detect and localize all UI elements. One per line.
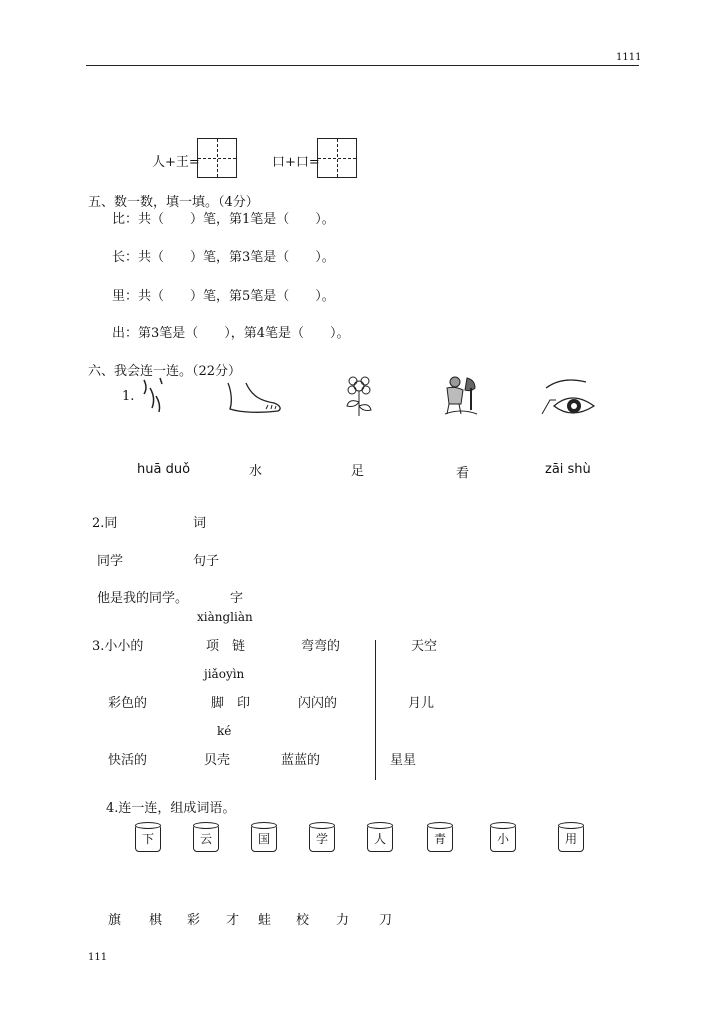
q4-word-4: 才 [226, 913, 240, 928]
q4-word-7: 力 [336, 913, 350, 928]
q1-word-1: huā duǒ [137, 462, 191, 477]
section5-title: 五、数一数，填一填。（4分） [88, 195, 259, 210]
eye-icon [540, 378, 596, 420]
q3-row1-noun2: 天空 [411, 639, 438, 654]
q3-row1-adj2: 弯弯的 [301, 639, 341, 654]
can-8-char: 用 [564, 832, 577, 846]
q4-word-2: 棋 [149, 913, 163, 928]
section6-title: 六、我会连一连。（22分） [88, 364, 242, 379]
q1-word-3: 足 [351, 464, 365, 479]
q3-pinyin-1: xiàngliàn [197, 610, 253, 624]
section5-line-2: 长：共（ ）笔，第3笔是（ ）。 [112, 250, 335, 265]
tianzige-box-1[interactable] [197, 138, 237, 178]
can-3-char: 国 [257, 832, 270, 846]
can-2-char: 云 [199, 832, 212, 846]
can-4[interactable] [309, 822, 335, 852]
section5-line-3: 里：共（ ）笔，第5笔是（ ）。 [112, 289, 335, 304]
q2-word-tongxue: 同学 [97, 554, 124, 569]
can-8[interactable] [558, 822, 584, 852]
tianzige-box-2[interactable] [317, 138, 357, 178]
q3-divider [375, 640, 376, 780]
q4-title: 4.连一连，组成词语。 [106, 801, 236, 816]
q3-row2-noun1: 脚 印 [211, 696, 251, 711]
q4-word-5: 蛙 [258, 913, 272, 928]
can-7-char: 小 [496, 832, 509, 846]
q3-row1-noun1: 项 链 [206, 639, 246, 654]
can-2[interactable] [193, 822, 219, 852]
can-5-char: 人 [373, 832, 386, 846]
q4-word-8: 刀 [379, 913, 393, 928]
q3-pinyin-3: ké [217, 724, 232, 738]
q3-row2-noun2: 月儿 [408, 696, 435, 711]
water-drops-icon [138, 376, 166, 420]
q2-word-juzi: 句子 [193, 554, 220, 569]
flower-icon [341, 376, 377, 418]
q2-label: 2.同 [92, 516, 118, 531]
q4-word-6: 校 [296, 913, 310, 928]
can-6[interactable] [427, 822, 453, 852]
q2-word-ci: 词 [193, 516, 207, 531]
q1-word-2: 水 [249, 464, 263, 479]
can-1[interactable] [135, 822, 161, 852]
combo-expression-1: 人+王= [152, 155, 200, 170]
header-rule [86, 65, 639, 66]
q4-word-3: 彩 [187, 913, 201, 928]
q3-row3-adj1: 快活的 [108, 753, 148, 768]
can-6-char: 青 [433, 832, 446, 846]
q3-row3-noun1: 贝壳 [204, 753, 231, 768]
q4-word-1: 旗 [108, 913, 122, 928]
footer-page-number: 111 [88, 952, 108, 963]
q3-row2-adj1: 彩色的 [108, 696, 148, 711]
q3-row1-adj1: 3.小小的 [92, 639, 144, 654]
section5-line-1: 比：共（ ）笔，第1笔是（ ）。 [112, 212, 335, 227]
q2-word-zi: 字 [230, 591, 244, 606]
q1-label: 1. [122, 389, 135, 404]
q3-row2-adj2: 闪闪的 [298, 696, 338, 711]
q2-sentence: 他是我的同学。 [97, 591, 189, 606]
planting-tree-icon [441, 374, 481, 420]
q3-row3-adj2: 蓝蓝的 [281, 753, 321, 768]
section5-line-4: 出：第3笔是（ ），第4笔是（ ）。 [112, 326, 350, 341]
q1-word-5: zāi shù [545, 462, 591, 477]
can-5[interactable] [367, 822, 393, 852]
combo-expression-2: 口+口= [272, 155, 320, 170]
can-3[interactable] [251, 822, 277, 852]
q1-word-4: 看 [456, 466, 470, 481]
can-4-char: 学 [315, 832, 328, 846]
can-7[interactable] [490, 822, 516, 852]
q3-pinyin-2: jiǎoyìn [204, 667, 245, 681]
q3-row3-noun2: 星星 [390, 753, 417, 768]
foot-icon [222, 381, 284, 417]
can-1-char: 下 [141, 832, 154, 846]
header-page-number: 1111 [616, 52, 642, 63]
